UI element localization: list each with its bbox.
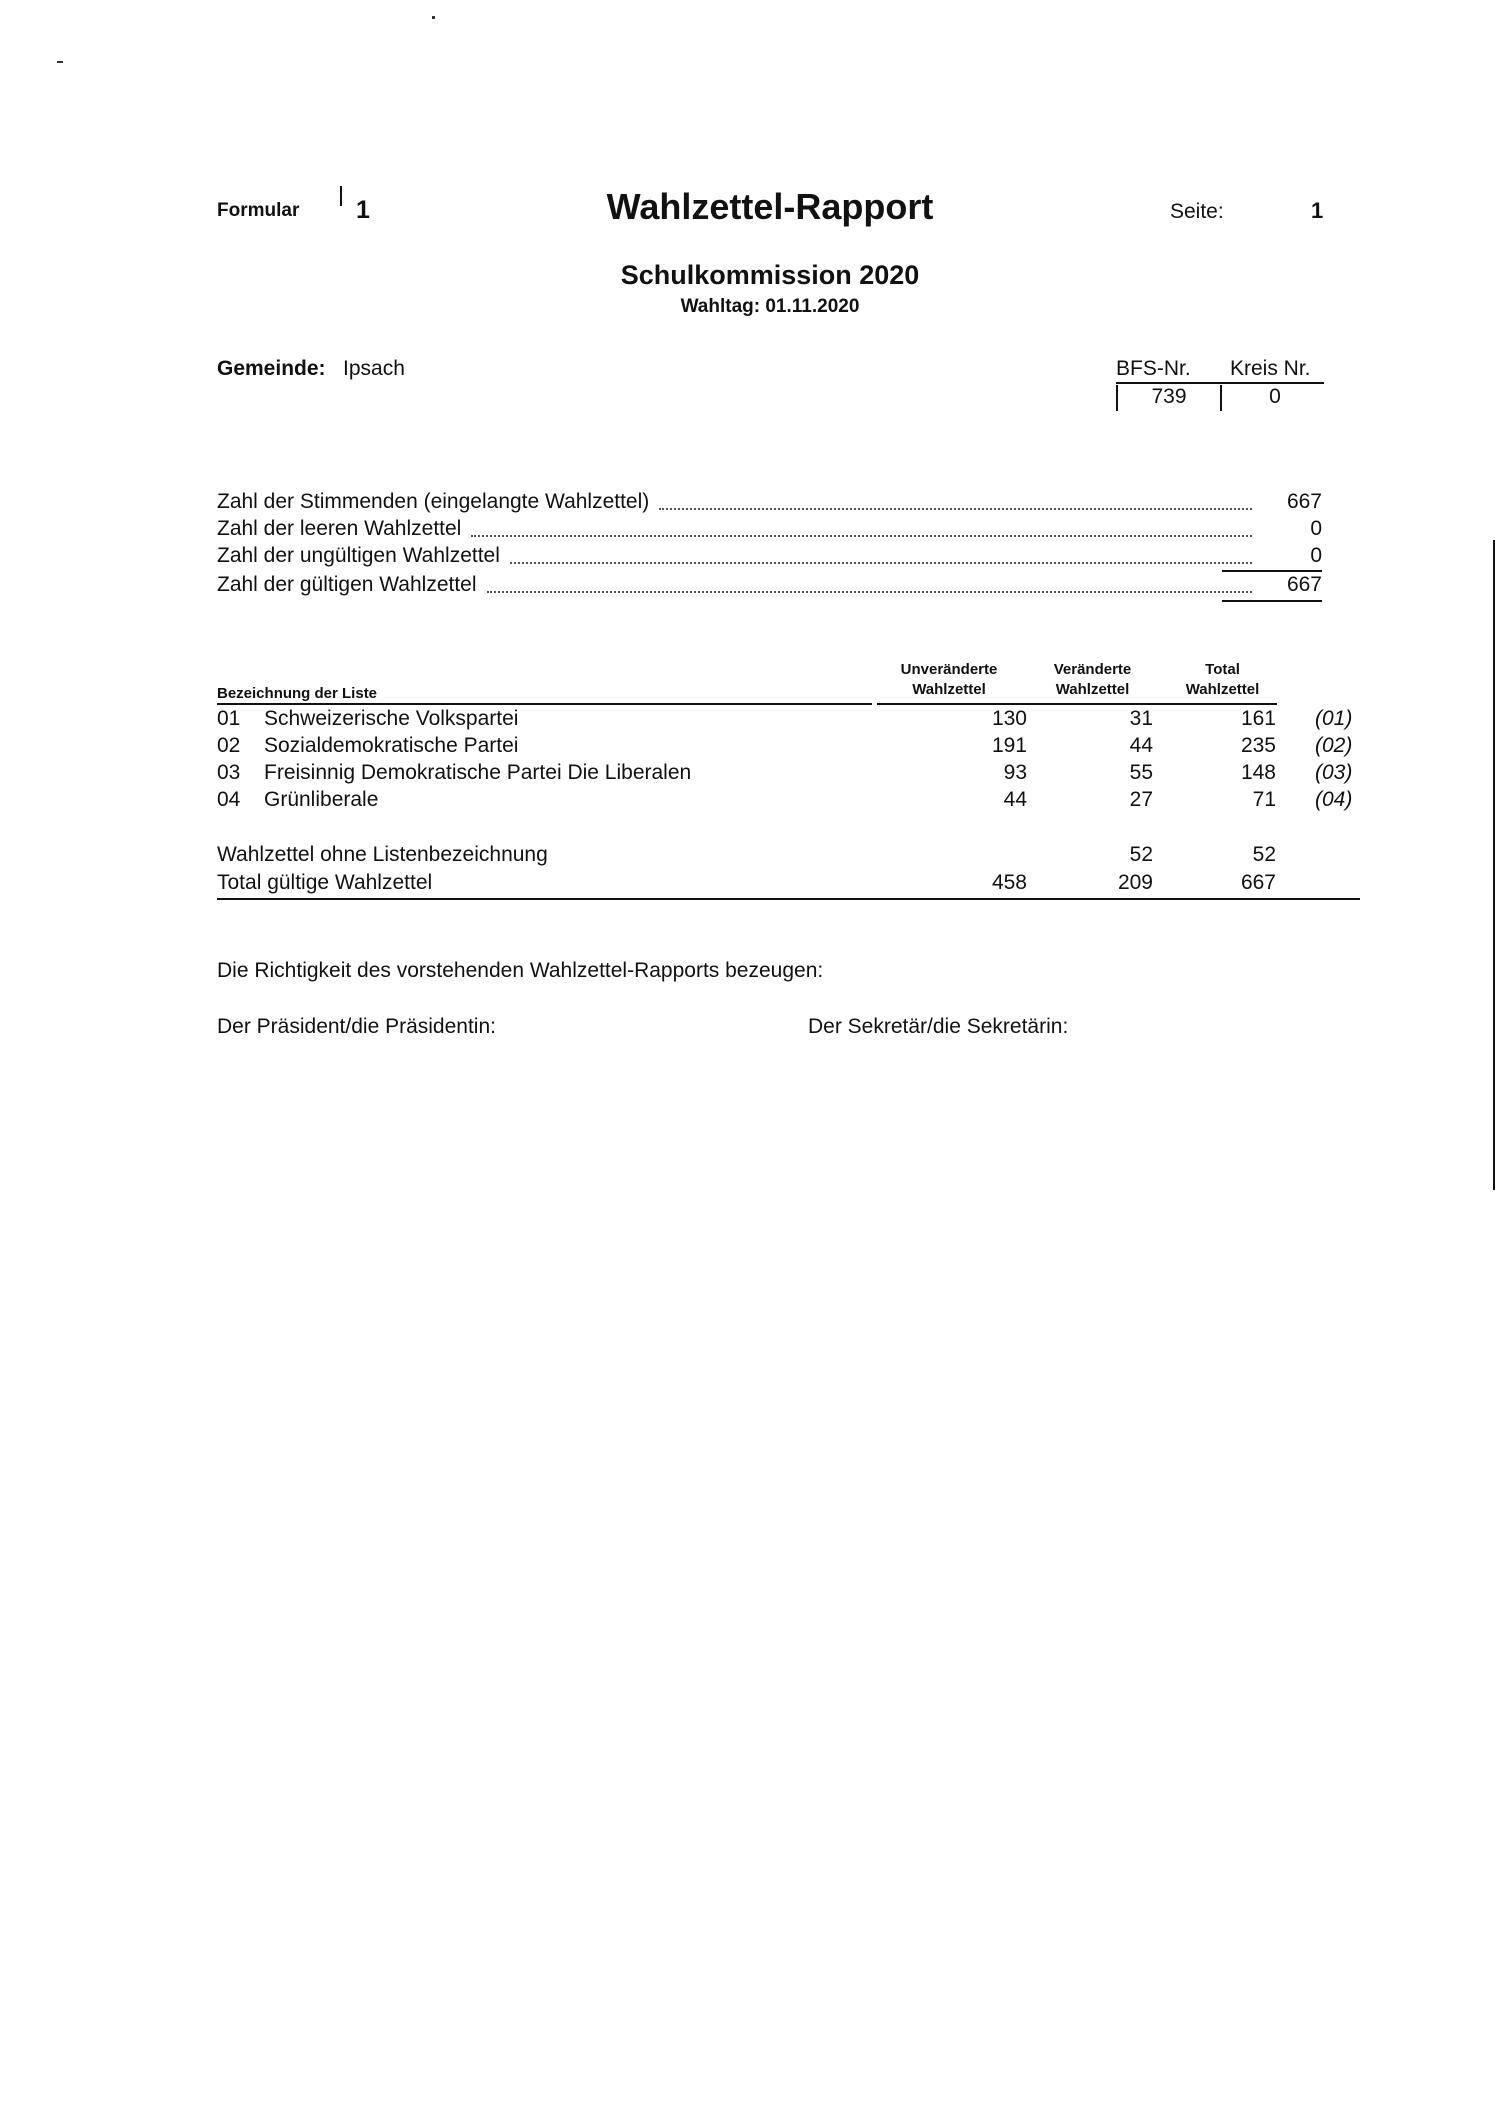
summary-label: Zahl der ungültigen Wahlzettel [217,544,500,567]
kreis-value: 0 [1269,385,1281,408]
unchanged-count: 191 [991,734,1027,757]
header-line: Unveränderte [900,661,998,678]
list-code: (01) [1315,707,1353,730]
changed-count: 27 [1129,788,1153,811]
list-name: Schweizerische Volkspartei [264,707,519,730]
total-count: 71 [1252,788,1276,811]
list-number: 01 [217,707,241,730]
changed-count: 44 [1129,734,1153,757]
changed-count: 55 [1129,761,1153,784]
president-signature-label: Der Präsident/die Präsidentin: [217,1015,496,1038]
changed-count: 31 [1129,707,1153,730]
header-line: Wahlzettel [912,681,986,698]
scan-speck [57,61,63,63]
kreis-label: Kreis Nr. [1230,357,1311,380]
table-header-total [1160,660,1285,700]
secretary-signature-label: Der Sekretär/die Sekretärin: [808,1015,1069,1038]
list-code: (02) [1315,734,1353,757]
municipality-label: Gemeinde: [217,357,326,380]
list-number: 03 [217,761,241,784]
summary-underline [1222,600,1322,602]
table-row [217,707,1362,734]
page-label: Seite: [1170,200,1224,223]
unchanged-count: 458 [991,871,1027,894]
list-code: (03) [1315,761,1353,784]
summary-value: 667 [1286,490,1322,513]
total-count: 148 [1240,761,1276,784]
formular-number: 1 [356,196,370,224]
table-header-changed [1030,660,1155,700]
summary-value: 667 [1286,573,1322,596]
bfs-label: BFS-Nr. [1116,357,1191,380]
header-line: Total [1205,661,1240,678]
total-count: 667 [1240,871,1276,894]
list-name: Sozialdemokratische Partei [264,734,519,757]
total-count: 161 [1240,707,1276,730]
scan-speck [432,16,435,19]
total-row [217,871,1362,898]
summary-label: Zahl der Stimmenden (eingelangte Wahlzettel) [217,490,650,513]
table-row [217,734,1362,761]
summary-row-voters [217,490,1322,514]
total-rule [217,898,1360,900]
header-line: Veränderte [1053,661,1132,678]
summary-row-valid [217,573,1322,597]
summary-label: Zahl der gültigen Wahlzettel [217,573,477,596]
header-line: Wahlzettel [1055,681,1130,698]
list-name: Freisinnig Demokratische Partei Die Liberalen [264,761,692,784]
total-count: 52 [1252,843,1276,866]
unchanged-count: 93 [1003,761,1027,784]
municipality-value: Ipsach [343,357,405,380]
bfs-value: 739 [1116,385,1222,411]
list-code: (04) [1315,788,1353,811]
header-line: Wahlzettel [1185,681,1260,698]
summary-value: 0 [1310,544,1322,567]
table-header-list: Bezeichnung der Liste [217,685,378,702]
table-row [217,761,1362,788]
total-label: Total gültige Wahlzettel [217,871,433,894]
total-count: 235 [1240,734,1276,757]
election-date: Wahltag: 01.11.2020 [680,296,860,317]
no-list-row [217,843,1362,870]
summary-row-invalid [217,544,1322,568]
summary-label: Zahl der leeren Wahlzettel [217,517,462,540]
summary-row-empty [217,517,1322,541]
list-number: 02 [217,734,241,757]
unchanged-count: 44 [1003,788,1027,811]
page-title: Wahlzettel-Rapport [606,186,934,227]
table-row [217,788,1362,815]
page-number: 1 [1311,198,1324,223]
list-number: 04 [217,788,241,811]
changed-count: 209 [1117,871,1153,894]
table-header-unchanged [890,660,1008,700]
kreis-underline [1230,382,1324,384]
summary-value: 0 [1310,517,1322,540]
formular-divider [340,186,342,206]
header-rule-list [217,703,872,705]
no-list-label: Wahlzettel ohne Listenbezeichnung [217,843,548,866]
changed-count: 52 [1129,843,1153,866]
election-subtitle: Schulkommission 2020 [620,260,920,290]
unchanged-count: 130 [991,707,1027,730]
list-name: Grünliberale [264,788,379,811]
header-rule-values [877,703,1277,705]
summary-separator [1222,570,1322,572]
formular-label: Formular [217,200,300,221]
certification-text: Die Richtigkeit des vorstehenden Wahlzettel-Rapports bezeugen: [217,959,824,982]
